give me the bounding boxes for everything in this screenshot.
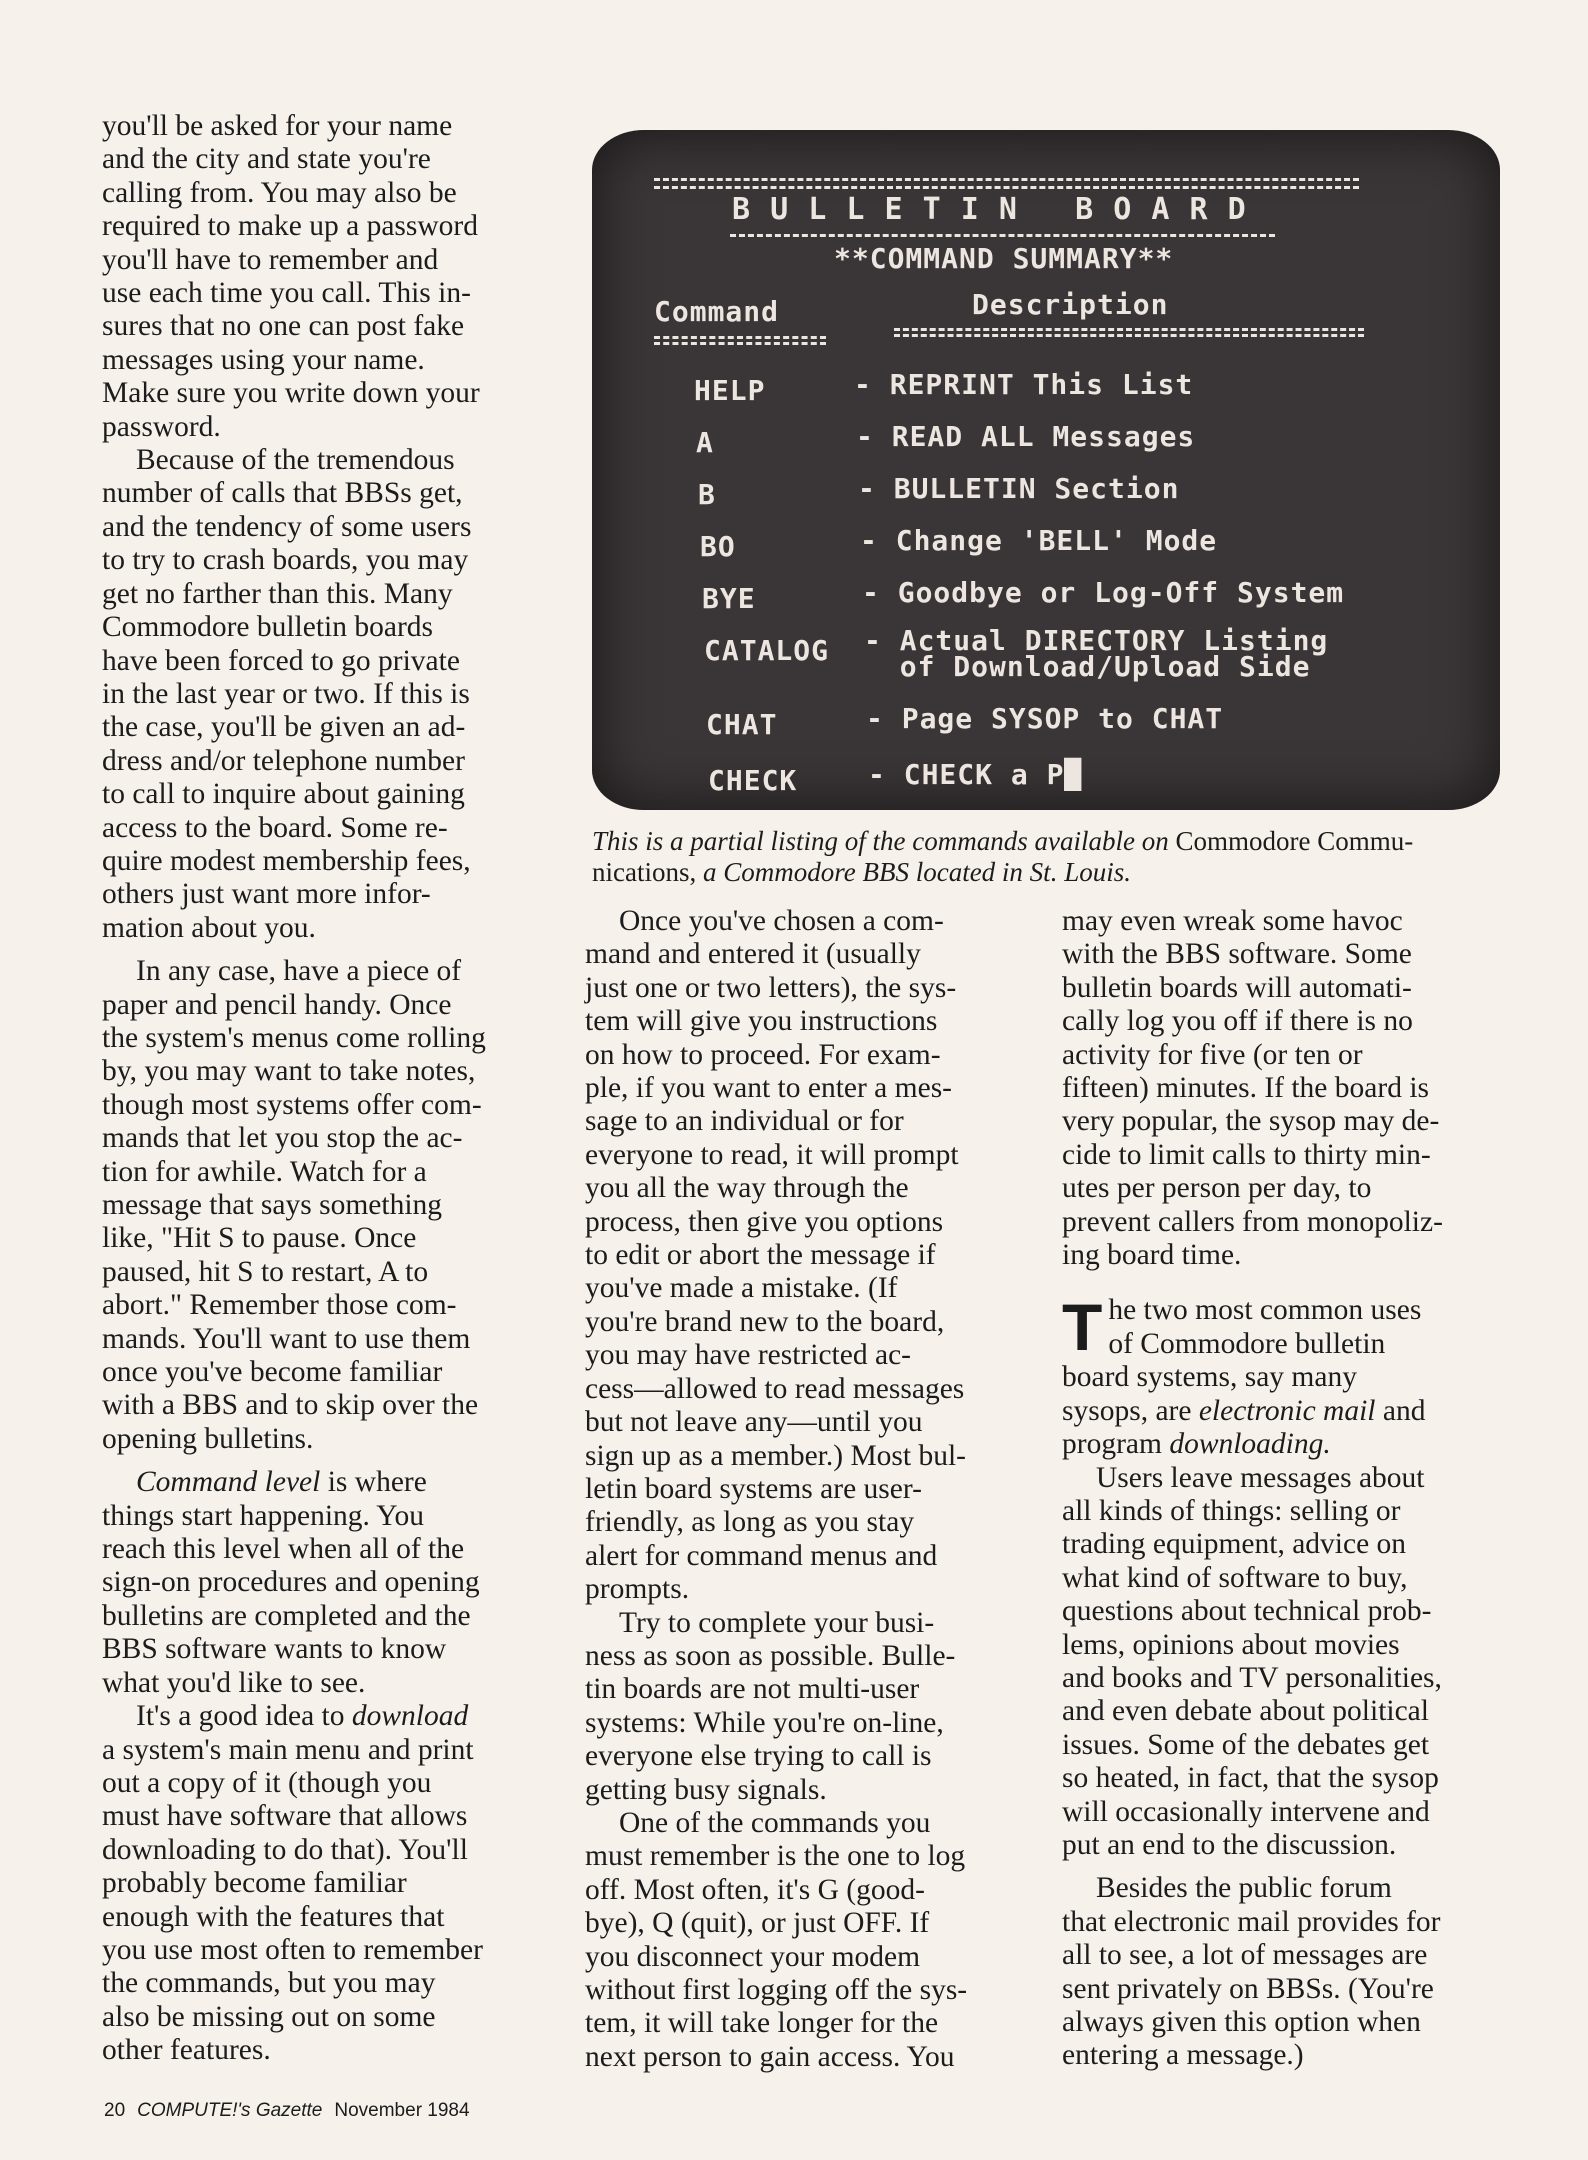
paragraph-text: he two most common uses of Commodore bulletin board systems, say many sysops, are xyxy=(1062,1294,1422,1427)
screen-description: - Actual DIRECTORY Listing of Download/Upload Side xyxy=(864,624,1329,683)
screen-rule xyxy=(894,328,1364,331)
emphasis: electronic mail xyxy=(1198,1394,1376,1427)
issue-date: November 1984 xyxy=(334,2100,470,2121)
article-column-1 xyxy=(102,110,562,2068)
screen-description: - BULLETIN Section xyxy=(858,472,1180,505)
paragraph-text: It's a good idea to xyxy=(136,1700,352,1733)
screen-command: BYE xyxy=(702,582,756,615)
screen-description: - CHECK a P█ xyxy=(868,758,1083,791)
screen-col-command: Command xyxy=(654,295,780,328)
screen-command: A xyxy=(696,426,714,459)
screen-command: CATALOG xyxy=(704,634,830,667)
drop-cap: T xyxy=(1062,1290,1103,1365)
paragraph: may even wreak some havoc with the BBS software. Some bulletin boards will automati- cally log you off if there is no activity for five (or ten or fifteen) minutes. If the board is very popular, the sysop may de- cide to limit calls to thirty min- utes per person per day, to prevent callers from monopoliz- ing board time. xyxy=(1062,905,1443,1272)
screen-subtitle: **COMMAND SUMMARY** xyxy=(834,242,1174,275)
paragraph: One of the commands you must remember is the one to log off. Most often, it's G (good- bye), Q (quit), or just OFF. If you disconnect your modem without first logging off the sys- tem, it will take longer for the next person to gain access. You xyxy=(585,1806,968,2073)
screen-description: - Page SYSOP to CHAT xyxy=(866,702,1224,735)
caption-text: a Commodore BBS located in St. Louis. xyxy=(696,857,1131,887)
paragraph-text: is where things start happening. You reach this level when all of the sign-on procedures and opening bulletins are completed and the BBS software wants to know what you'd like to see. xyxy=(102,1466,480,1699)
photo-caption xyxy=(592,826,1527,888)
article-column-3 xyxy=(1062,905,1517,2073)
screen-command: HELP xyxy=(694,374,766,407)
paragraph: Users leave messages about all kinds of things: selling or trading equipment, advice on what kind of software to buy, questions about technical prob- lems, opinions about movies and books and TV personalities, and even debate about political issues. Some of the debates get so heated, in fact, that the sysop will occasionally intervene and put an end to the discussion. xyxy=(1062,1461,1442,1861)
paragraph-text: a system's main menu and print out a copy of it (though you must have software that allows downloading to do that). You'll probably become familiar enough with the features that you use most often to remember the commands, but you may also be missing out on some other features. xyxy=(102,1733,483,2067)
screen-title: B U L L E T I N B O A R D xyxy=(732,192,1247,227)
screen-col-description: Description xyxy=(972,288,1169,321)
caption-text: Commodore Commu- nications, xyxy=(592,826,1414,887)
publication-name: COMPUTE!'s Gazette xyxy=(137,2100,323,2121)
paragraph xyxy=(1062,1290,1517,1461)
screen-command: CHAT xyxy=(706,708,778,741)
screen-description: - REPRINT This List xyxy=(854,368,1194,401)
screen-rule xyxy=(654,178,1359,181)
bbs-screen-photo xyxy=(592,130,1500,810)
screen-rule xyxy=(894,334,1364,337)
paragraph xyxy=(102,1466,562,1700)
screen-description: - Goodbye or Log-Off System xyxy=(862,576,1345,609)
page-number: 20 xyxy=(104,2100,126,2121)
article-column-2 xyxy=(585,905,1040,2074)
caption-text: This is a partial listing of the commands available on xyxy=(592,826,1176,856)
screen-rule xyxy=(654,336,826,339)
screen-description: - READ ALL Messages xyxy=(856,420,1196,453)
screen-description: - Change 'BELL' Mode xyxy=(860,524,1218,557)
paragraph xyxy=(102,1700,562,2067)
paragraph-text: and program xyxy=(1062,1394,1426,1461)
emphasis: download xyxy=(351,1700,469,1733)
screen-rule xyxy=(730,234,1275,237)
emphasis: Command level xyxy=(136,1466,321,1499)
paragraph: Try to complete your busi- ness as soon as possible. Bulle- tin boards are not multi-user systems: While you're on-line, everyone else trying to call is getting busy signals. xyxy=(585,1606,956,1806)
screen-rule xyxy=(654,342,826,345)
emphasis: downloading. xyxy=(1169,1428,1331,1461)
page-footer xyxy=(104,2100,470,2122)
paragraph: Besides the public forum that electronic mail provides for all to see, a lot of messages are sent privately on BBSs. (You're always given this option when entering a message.) xyxy=(1062,1872,1441,2072)
screen-command: CHECK xyxy=(708,764,798,797)
screen-command: B xyxy=(698,478,716,511)
screen-rule xyxy=(654,186,1359,189)
paragraph: you'll be asked for your name and the city and state you're calling from. You may also be required to make up a password you'll have to remember and use each time you call. This in- sures that no one can post fake messages using your name. Make sure you write down your password. xyxy=(102,110,480,443)
paragraph: Because of the tremendous number of calls that BBSs get, and the tendency of some users to try to crash boards, you may get no farther than this. Many Commodore bulletin boards have been forced to go private in the last year or two. If this is the case, you'll be given an ad- dress and/or telephone number to call to inquire about gaining access to the board. Some re- quire modest membership fees, others just want more infor- mation about you. xyxy=(102,444,472,944)
screen-command: BO xyxy=(700,530,736,563)
paragraph: In any case, have a piece of paper and pencil handy. Once the system's menus come rolling by, you may want to take notes, though most systems offer com- mands that let you stop the ac- tion for awhile. Watch for a message that says something like, "Hit S to pause. Once paused, hit S to restart, A to abort." Remember those com- mands. You'll want to use them once you've become familiar with a BBS and to skip over the opening bulletins. xyxy=(102,955,486,1455)
paragraph: Once you've chosen a com- mand and entered it (usually just one or two letters), the sys- tem will give you instructions on how to proceed. For exam- ple, if you want to enter a mes- sage to an individual or for everyone to read, it will prompt you all the way through the process, then give you options to edit or abort the message if you've made a mistake. (If you're brand new to the board, you may have restricted ac- cess—allowed to read messages but not leave any—until you sign up as a member.) Most bul- letin board systems are user- friendly, as long as you stay alert for command menus and prompts. xyxy=(585,905,966,1606)
